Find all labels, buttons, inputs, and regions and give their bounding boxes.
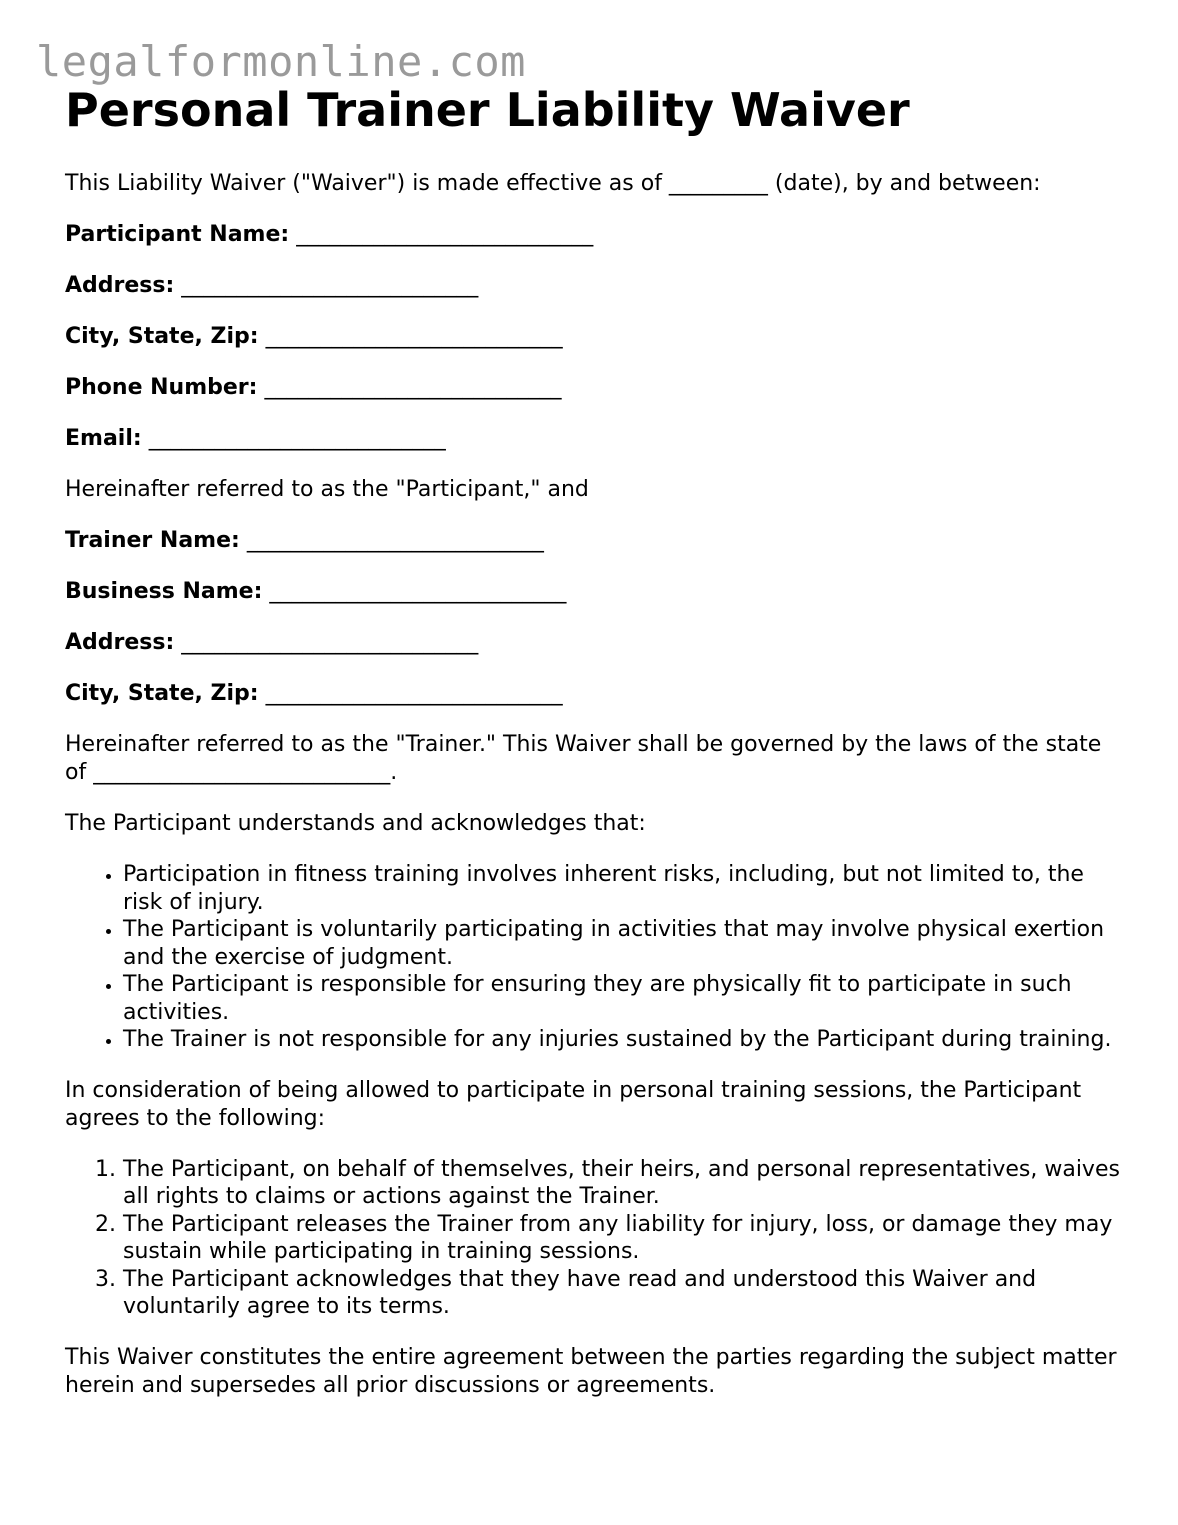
field-label: Address: bbox=[65, 630, 175, 655]
list-item: • The Participant is responsible for ensuring they are physically fit to participate in such activities. bbox=[123, 971, 1125, 1026]
participant-reference-paragraph: Hereinafter referred to as the "Participant," and bbox=[65, 477, 589, 502]
field-blank: ___________________________ bbox=[181, 273, 479, 298]
trainer-name-field bbox=[65, 527, 1125, 555]
list-item: • The Trainer is not responsible for any injuries sustained by the Participant during training. bbox=[123, 1026, 1125, 1054]
document-title: Personal Trainer Liability Waiver bbox=[65, 83, 910, 137]
field-blank: ___________________________ bbox=[269, 579, 567, 604]
agreement-list bbox=[65, 1156, 1125, 1321]
field-label: Trainer Name: bbox=[65, 528, 240, 553]
participant-phone-field bbox=[65, 374, 1125, 402]
participant-city-state-zip-field bbox=[65, 323, 1125, 351]
field-blank: ___________________________ bbox=[265, 681, 563, 706]
field-label: Email: bbox=[65, 426, 142, 451]
field-blank: ___________________________ bbox=[265, 324, 563, 349]
list-item: • The Participant is voluntarily participating in activities that may involve physical exertion and the exercise of judgment. bbox=[123, 916, 1125, 971]
field-blank: ___________________________ bbox=[264, 375, 562, 400]
trainer-city-state-zip-field bbox=[65, 680, 1125, 708]
trainer-address-field bbox=[65, 629, 1125, 657]
field-label: City, State, Zip: bbox=[65, 681, 259, 706]
participant-address-field bbox=[65, 272, 1125, 300]
field-label: Phone Number: bbox=[65, 375, 258, 400]
waiver-document bbox=[65, 82, 1125, 1423]
acknowledgment-intro: The Participant understands and acknowledges that: bbox=[65, 811, 646, 836]
field-blank: ___________________________ bbox=[246, 528, 544, 553]
consideration-intro: In consideration of being allowed to participate in personal training sessions, the Participant agrees to the following: bbox=[65, 1077, 1082, 1131]
participant-name-field bbox=[65, 221, 1125, 249]
list-item: 2. The Participant releases the Trainer from any liability for injury, loss, or damage they may sustain while participating in training sessions. bbox=[123, 1211, 1125, 1266]
closing-paragraph: This Waiver constitutes the entire agreement between the parties regarding the subject matter herein and supersedes all prior discussions or agreements. bbox=[65, 1344, 1117, 1398]
field-label: Address: bbox=[65, 273, 175, 298]
business-name-field bbox=[65, 578, 1125, 606]
field-label: City, State, Zip: bbox=[65, 324, 259, 349]
list-item: 3. The Participant acknowledges that they have read and understood this Waiver and voluntarily agree to its terms. bbox=[123, 1266, 1125, 1321]
participant-email-field bbox=[65, 425, 1125, 453]
acknowledgment-list bbox=[65, 861, 1125, 1054]
list-item: • Participation in fitness training involves inherent risks, including, but not limited to, the risk of injury. bbox=[123, 861, 1125, 916]
list-item: 1. The Participant, on behalf of themselves, their heirs, and personal representatives, waives all rights to claims or actions against the Trainer. bbox=[123, 1156, 1125, 1211]
field-blank: ___________________________ bbox=[296, 222, 594, 247]
intro-paragraph: This Liability Waiver ("Waiver") is made effective as of _________ (date), by and between: bbox=[65, 171, 1041, 196]
field-label: Business Name: bbox=[65, 579, 263, 604]
field-blank: ___________________________ bbox=[148, 426, 446, 451]
field-blank: ___________________________ bbox=[181, 630, 479, 655]
site-watermark: legalformonline.com bbox=[36, 37, 526, 86]
field-label: Participant Name: bbox=[65, 222, 290, 247]
trainer-reference-paragraph: Hereinafter referred to as the "Trainer." This Waiver shall be governed by the laws of the state of ___________________________. bbox=[65, 732, 1102, 785]
